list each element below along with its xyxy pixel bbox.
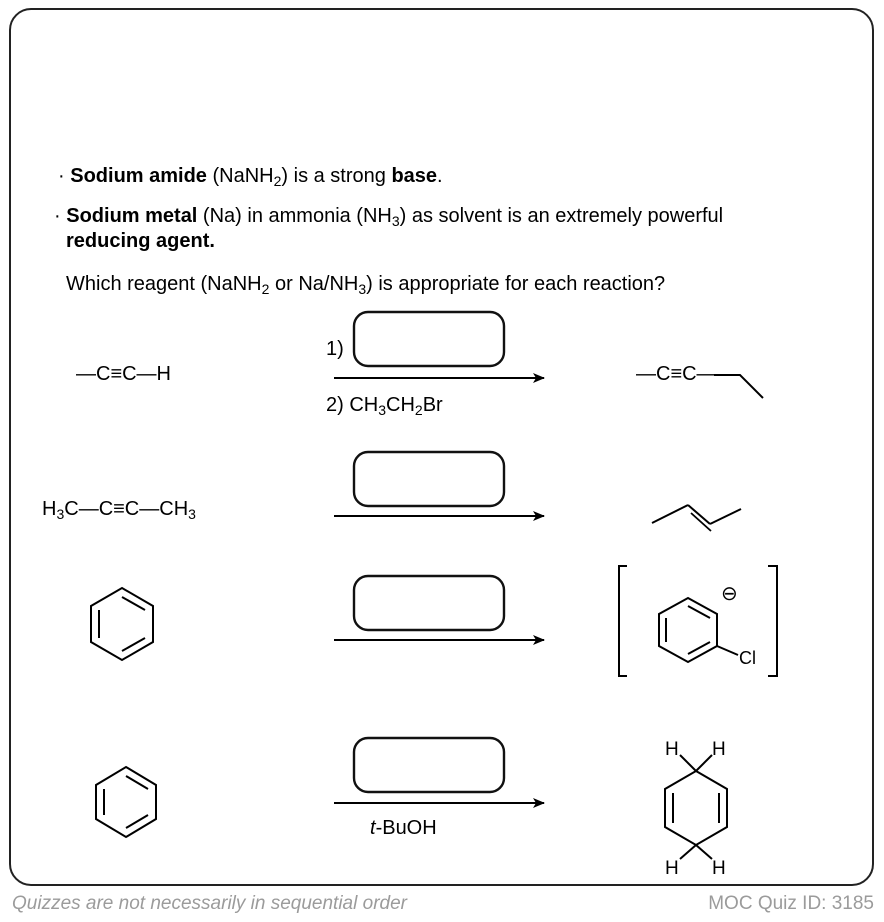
bold-base: base [391, 165, 438, 187]
subscript: 3 [358, 281, 367, 297]
text: C—C≡C—CH [64, 498, 189, 520]
subscript: 3 [378, 402, 387, 418]
r1-reagent-box[interactable] [354, 312, 504, 366]
text: ) is appropriate for each reaction? [366, 273, 666, 295]
text: Br [422, 394, 443, 416]
quiz-id: MOC Quiz ID: 3185 [708, 893, 874, 914]
r3-charge-symbol: ⊖ [721, 583, 738, 605]
subscript: 3 [391, 213, 400, 229]
bullet-dot: · [58, 165, 65, 187]
r4-product-cyclohexadiene [665, 755, 727, 859]
bold-sodium-amide: Sodium amide [70, 165, 207, 187]
text: (Na) in ammonia (NH [197, 205, 392, 227]
r4-reagent-box[interactable] [354, 738, 504, 792]
text: or Na/NH [269, 273, 359, 295]
text: Which reagent (NaNH [66, 273, 262, 295]
bold-reducing-agent: reducing agent. [66, 230, 215, 252]
r2-product-trans-butene [652, 505, 741, 531]
text: H [42, 498, 57, 520]
text: -BuOH [375, 817, 437, 839]
bold-sodium-metal: Sodium metal [66, 205, 198, 227]
subscript: 2 [414, 402, 423, 418]
subscript: 3 [56, 506, 65, 522]
text: (NaNH [206, 165, 274, 187]
r4-reactant-benzene [96, 767, 156, 837]
r4-h-bottom-right: H [712, 858, 726, 879]
r4-h-top-right: H [712, 739, 726, 760]
r3-reactant-benzene [91, 588, 153, 660]
r3-chloro-label: Cl [739, 648, 756, 668]
footer-note: Quizzes are not necessarily in sequential order [12, 893, 407, 914]
r4-h-bottom-left: H [665, 858, 679, 879]
text: CH [386, 394, 415, 416]
r4-h-top-left: H [665, 739, 679, 760]
text: 2) CH [326, 394, 379, 416]
r1-product-text: —C≡C— [636, 363, 717, 385]
text: . [437, 165, 443, 187]
bullet-dot: · [54, 205, 61, 227]
subscript: 2 [261, 281, 270, 297]
r3-reagent-box[interactable] [354, 576, 504, 630]
text: t [370, 817, 376, 839]
text: ) as solvent is an extremely powerful [399, 205, 724, 227]
r3-product-chlorophenyl-anion [659, 598, 738, 662]
r2-reagent-box[interactable] [354, 452, 504, 506]
r1-step1-label: 1) [326, 338, 344, 360]
r1-product-ethyl [714, 375, 763, 398]
r1-reactant: —C≡C—H [76, 363, 171, 385]
subscript: 2 [273, 173, 282, 189]
text: ) is a strong [281, 165, 392, 187]
subscript: 3 [188, 506, 196, 522]
